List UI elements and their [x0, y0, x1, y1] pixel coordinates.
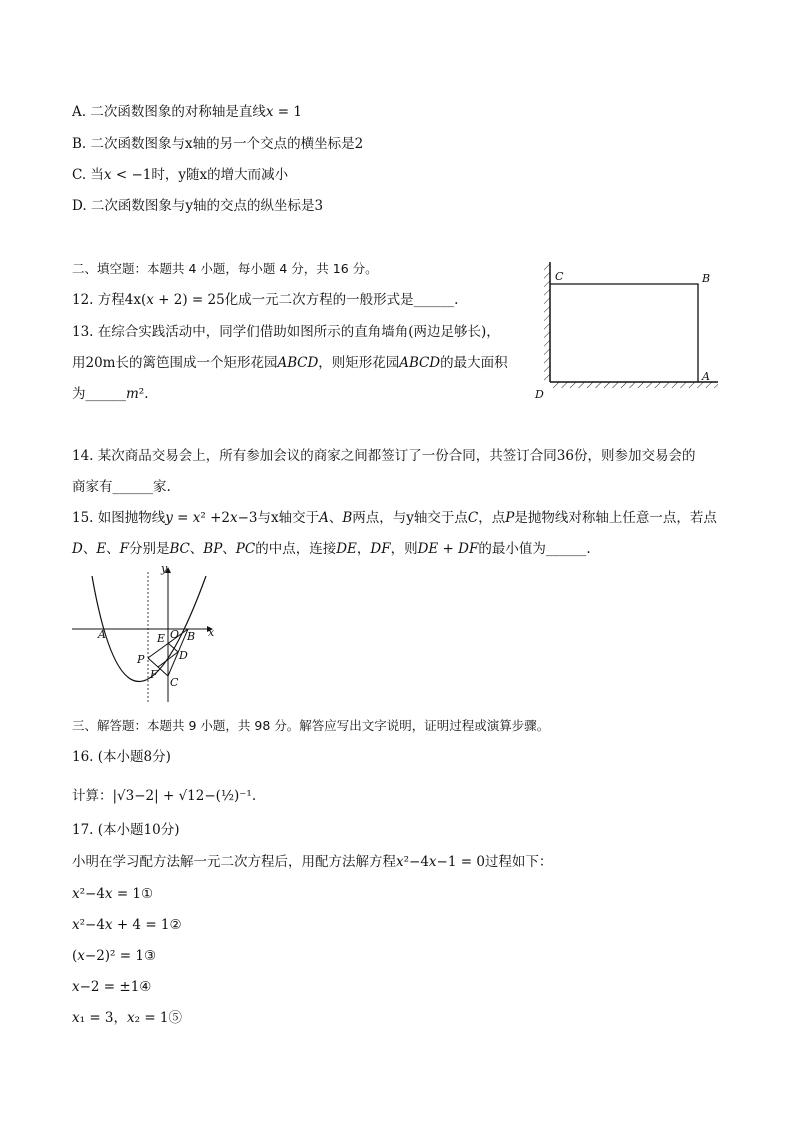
question-16-body: 计算：|√3−2| + √12−(½)⁻¹.: [72, 788, 257, 804]
wall-vertical-hatch: [544, 262, 550, 382]
question-13-line2: 用20m长的篱笆围成一个矩形花园𝐴𝐵𝐶𝐷，则矩形花园𝐴𝐵𝐶𝐷的最大面积: [72, 355, 508, 371]
question-17-step3: (𝑥−2)² = 1③: [72, 948, 157, 964]
figure-15-parabola: [70, 562, 220, 706]
label-d: D: [179, 649, 188, 662]
choice-c: C. 当𝑥 < −1时，y随x的增大而减小: [72, 167, 289, 183]
question-17-title: 17. (本小题10分): [72, 822, 180, 838]
label-e: E: [157, 632, 166, 645]
section3-header: 三、解答题：本题共 9 小题，共 98 分。解答应写出文字说明，证明过程或演算步骤。: [72, 718, 550, 733]
label-b: B: [702, 272, 711, 285]
wall-horizontal-hatch: [550, 382, 718, 388]
question-17-step2: 𝑥²−4𝑥 + 4 = 1②: [72, 917, 182, 933]
question-17-step1: 𝑥²−4𝑥 = 1①: [72, 886, 154, 902]
label-p: P: [137, 653, 145, 666]
label-x: x: [208, 626, 215, 639]
label-c: C: [555, 270, 564, 283]
question-15-line1: 15. 如图抛物线𝑦 = 𝑥² +2𝑥−3与x轴交于𝐴、𝐵两点，与y轴交于点𝐶，点𝑃是抛物线对称轴上任意一点，若点: [72, 510, 717, 526]
question-16-title: 16. (本小题8分): [72, 749, 171, 765]
label-f: F: [150, 668, 158, 681]
section2-header: 二、填空题：本题共 4 小题，每小题 4 分，共 16 分。: [72, 261, 378, 276]
label-a: A: [98, 628, 106, 641]
question-13-line1: 13. 在综合实践活动中，同学们借助如图所示的直角墙角(两边足够长)，: [72, 324, 500, 340]
question-14-line2: 商家有______家.: [72, 479, 171, 495]
label-a: A: [702, 370, 710, 383]
fence-rectangle: [550, 284, 698, 382]
question-15-line2: 𝐷、𝐸、𝐹分别是𝐵𝐶、𝐵𝑃、𝑃𝐶的中点，连接𝐷𝐸，𝐷𝐹，则𝐷𝐸 + 𝐷𝐹的最小值为______.: [72, 541, 591, 557]
question-17-step5: 𝑥₁ = 3，𝑥₂ = 1⑤: [72, 1010, 183, 1026]
label-o: O: [170, 628, 180, 641]
figure-13-wall-rectangle: [530, 258, 730, 403]
question-17-intro: 小明在学习配方法解一元二次方程后，用配方法解方程𝑥²−4𝑥−1 = 0过程如下：: [72, 854, 553, 870]
question-13-line3: 为______𝑚².: [72, 386, 149, 402]
question-12: 12. 方程4x(𝑥 + 2) = 25化成一元二次方程的一般形式是______.: [72, 292, 459, 308]
label-b: B: [187, 630, 196, 643]
question-17-step4: 𝑥−2 = ±1④: [72, 979, 152, 995]
choice-b: B. 二次函数图象与x轴的另一个交点的横坐标是2: [72, 136, 364, 152]
question-14-line1: 14. 某次商品交易会上，所有参加会议的商家之间都签订了一份合同，共签订合同36份，则参加交易会的: [72, 448, 696, 464]
choice-a: A. 二次函数图象的对称轴是直线𝑥 = 1: [72, 104, 302, 120]
label-d: D: [535, 388, 544, 401]
label-y: y: [161, 562, 168, 575]
choice-d: D. 二次函数图象与y轴的交点的纵坐标是3: [72, 198, 324, 214]
label-c: C: [170, 676, 179, 689]
